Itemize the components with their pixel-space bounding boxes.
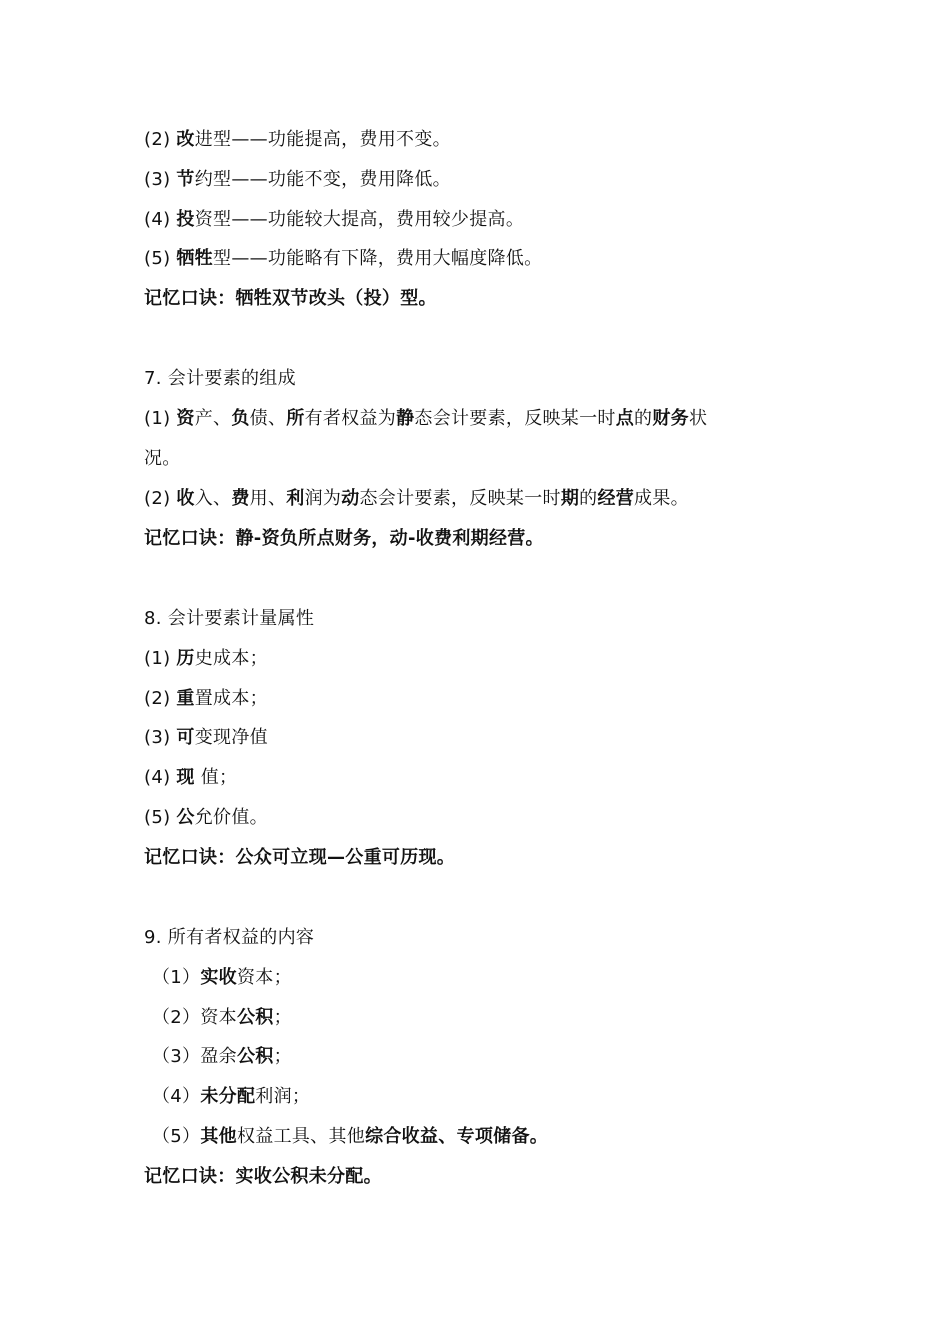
list-item: (3) 可变现净值 (144, 727, 268, 748)
list-item: （2）资本公积； (152, 1007, 292, 1028)
item-number: (4) (144, 209, 177, 230)
list-item (144, 208, 810, 232)
item-text: 型——功能略有下降，费用大幅度降低。 (213, 248, 543, 269)
item-number: (3) (144, 169, 177, 190)
section-title: 8. 会计要素计量属性 (144, 608, 315, 629)
item-text: 约型——功能不变，费用降低。 (194, 169, 451, 190)
item-number: (5) (144, 248, 177, 269)
list-item (144, 247, 810, 271)
section-title: 9. 所有者权益的内容 (144, 927, 315, 948)
list-item (144, 168, 810, 192)
bold-key-char: 牺牲 (176, 248, 214, 269)
list-item-continuation: 况。 (144, 448, 181, 469)
item-number: (2) (144, 129, 177, 150)
item-text: 进型——功能提高，费用不变。 (194, 129, 451, 150)
list-item: （3）盈余公积； (152, 1046, 292, 1067)
item-text: 资型——功能较大提高，费用较少提高。 (194, 209, 525, 230)
list-item: (5) 公允价值。 (144, 807, 268, 828)
bold-key-char: 改 (176, 129, 195, 150)
list-item: （4）未分配利润； (152, 1086, 311, 1107)
mnemonic: 记忆口诀：公众可立现—公重可历现。 (144, 847, 456, 868)
list-item: (1) 历史成本； (144, 648, 268, 669)
mnemonic: 记忆口诀：牺牲双节改头（投）型。 (144, 288, 437, 309)
mnemonic: 记忆口诀：实收公积未分配。 (144, 1166, 382, 1187)
list-item: (2) 重置成本； (144, 688, 268, 709)
list-item: (4) 现 值； (144, 767, 238, 788)
bold-key-char: 投 (176, 209, 195, 230)
list-item: （1）实收资本； (152, 967, 292, 988)
list-item: (2) 收入、费用、利润为动态会计要素，反映某一时期的经营成果。 (144, 488, 689, 509)
list-item: （5）其他权益工具、其他综合收益、专项储备。 (152, 1126, 549, 1147)
section-title: 7. 会计要素的组成 (144, 368, 296, 389)
mnemonic: 记忆口诀：静-资负所点财务，动-收费利期经营。 (144, 528, 544, 549)
bold-key-char: 节 (176, 169, 195, 190)
list-item (144, 128, 810, 152)
list-item: (1) 资产、负债、所有者权益为静态会计要素，反映某一时点的财务状 (144, 408, 708, 429)
